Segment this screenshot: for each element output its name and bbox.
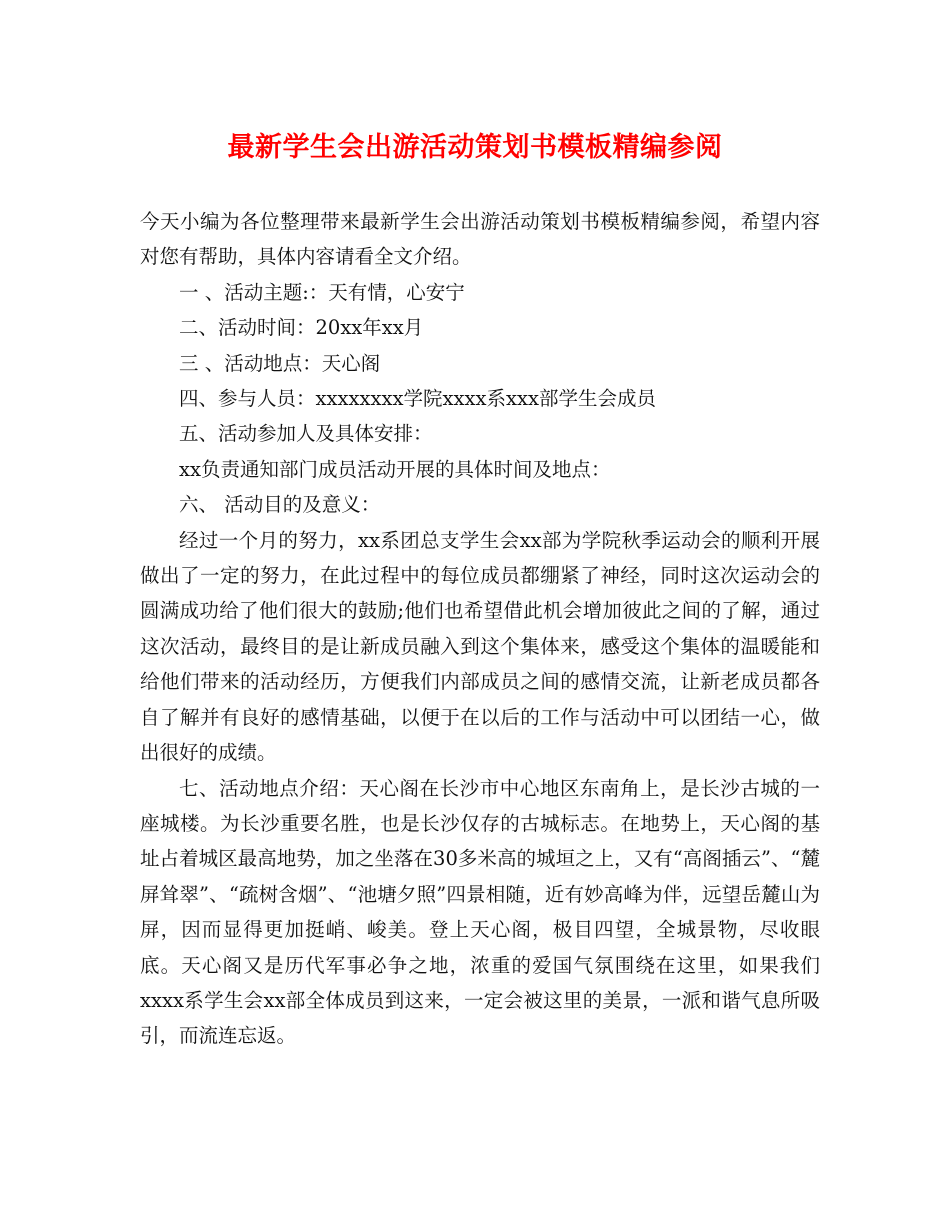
section-purpose-heading: 六、 活动目的及意义： (179, 493, 381, 517)
intro-paragraph: 今天小编为各位整理带来最新学生会出游活动策划书模板精编参阅，希望内容对您有帮助，具体内容请看全文介绍。 (140, 210, 820, 269)
section-arrangement: 五、活动参加人及具体安排： (179, 422, 433, 446)
section-purpose-body: 经过一个月的努力，xx系团总支学生会xx部为学院秋季运动会的顺利开展做出了一定的努力，在此过程中的每位成员都绷紧了神经，同时这次运动会的圆满成功给了他们很大的鼓励;他们也希望借此机会增加彼此之间的了解，通过这次活动，最终目的是让新成员融入到这个集体来，感受这个集体的温暖能和给他们带来的活动经历，方便我们内部成员之间的感情交流，让新老成员都各自了解并有良好的感情基础，以便于在以后的工作与活动中可以团结一心，做出很好的成绩。 (140, 528, 820, 765)
section-location-intro: 七、活动地点介绍：天心阁在长沙市中心地区东南角上，是长沙古城的一座城楼。为长沙重要名胜，也是长沙仅存的古城标志。在地势上，天心阁的基址占着城区最高地势，加之坐落在30多米高的城垣之上，又有“高阁插云”、“麓屏耸翠”、“疏树含烟”、“池塘夕照”四景相随，近有妙高峰为伴，远望岳麓山为屏，因而显得更加挺峭、峻美。登上天心阁，极目四望，全城景物，尽收眼底。天心阁又是历代军事必争之地，浓重的爱国气氛围绕在这里，如果我们xxxx系学生会xx部全体成员到这来，一定会被这里的美景，一派和谐气息所吸引，而流连忘返。 (140, 776, 820, 1048)
section-notice: xx负责通知部门成员活动开展的具体时间及地点： (179, 457, 611, 481)
section-time: 二、活动时间：20xx年xx月 (179, 316, 424, 340)
document-title: 最新学生会出游活动策划书模板精编参阅 (227, 132, 723, 163)
section-participants: 四、参与人员：xxxxxxxx学院xxxx系xxx部学生会成员 (179, 387, 656, 411)
section-theme: 一 、活动主题:：天有情，心安宁 (179, 280, 465, 304)
section-location: 三 、活动地点：天心阁 (179, 351, 381, 375)
document-body (140, 204, 820, 1054)
